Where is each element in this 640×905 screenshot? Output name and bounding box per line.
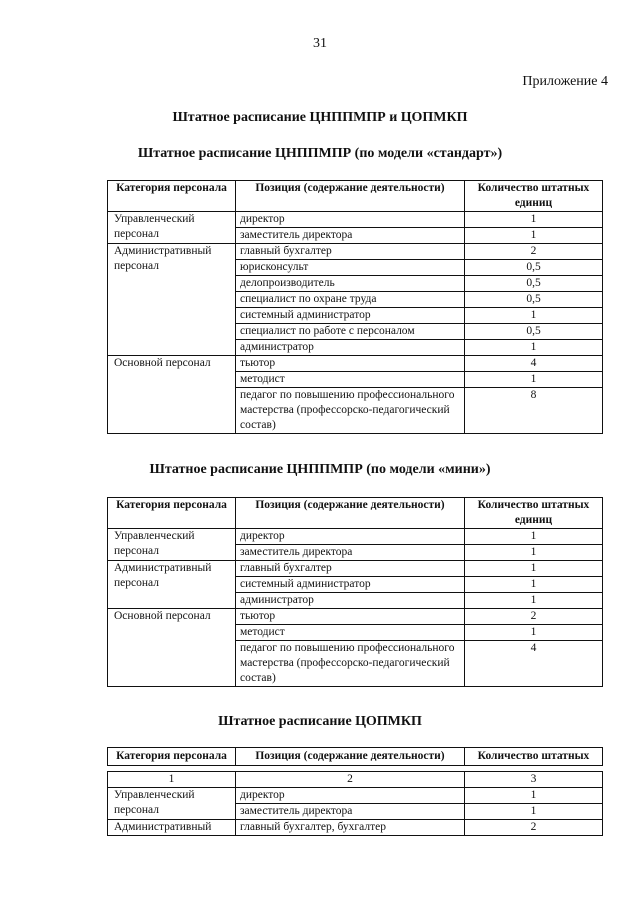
table-body (108, 529, 603, 687)
position-cell: системный администратор (236, 308, 465, 324)
category-cell: Управленческий персонал (108, 212, 236, 244)
header-category: Категория персонала (108, 498, 236, 529)
header-position: Позиция (содержание деятельности) (236, 181, 465, 212)
position-cell: заместитель директора (236, 545, 465, 561)
category-cell: Административный персонал (108, 561, 236, 609)
position-cell: заместитель директора (236, 804, 465, 820)
position-cell: тьютор (236, 609, 465, 625)
section2-title: Штатное расписание ЦНППМПР (по модели «мини») (149, 462, 491, 477)
count-cell: 0,5 (465, 276, 603, 292)
header-category: Категория персонала (108, 181, 236, 212)
table-row (108, 609, 603, 625)
table-row (108, 244, 603, 260)
count-cell: 1 (465, 545, 603, 561)
count-cell: 1 (465, 561, 603, 577)
count-cell: 8 (465, 388, 603, 434)
count-cell: 2 (465, 820, 603, 836)
column-index: 3 (465, 772, 603, 788)
position-cell: системный администратор (236, 577, 465, 593)
header-position: Позиция (содержание деятельности) (236, 498, 465, 529)
table-row (108, 820, 603, 836)
count-cell: 1 (465, 212, 603, 228)
staff-table-copmkp (107, 747, 603, 836)
position-cell: главный бухгалтер (236, 244, 465, 260)
header-count: Количество штатных единиц (465, 181, 603, 212)
category-cell: Основной персонал (108, 609, 236, 687)
position-cell: методист (236, 625, 465, 641)
count-cell: 4 (465, 356, 603, 372)
staff-table-standard (107, 180, 603, 434)
count-cell: 1 (465, 340, 603, 356)
category-cell: Административный (108, 820, 236, 836)
section3-title: Штатное расписание ЦОПМКП (218, 714, 422, 729)
table-row (108, 529, 603, 545)
category-cell: Управленческий персонал (108, 529, 236, 561)
position-cell: администратор (236, 340, 465, 356)
category-cell: Административный персонал (108, 244, 236, 356)
position-cell: юрисконсульт (236, 260, 465, 276)
position-cell: специалист по охране труда (236, 292, 465, 308)
count-cell: 1 (465, 372, 603, 388)
position-cell: педагог по повышению профессионального мастерства (профессорско-педагогический состав) (236, 388, 465, 434)
table-row (108, 356, 603, 372)
position-cell: главный бухгалтер (236, 561, 465, 577)
position-cell: администратор (236, 593, 465, 609)
count-cell: 0,5 (465, 324, 603, 340)
count-cell: 0,5 (465, 260, 603, 276)
count-cell: 4 (465, 641, 603, 687)
table-row (108, 561, 603, 577)
position-cell: педагог по повышению профессионального мастерства (профессорско-педагогический состав) (236, 641, 465, 687)
position-cell: специалист по работе с персоналом (236, 324, 465, 340)
category-cell: Основной персонал (108, 356, 236, 434)
position-cell: директор (236, 529, 465, 545)
table-header-row (108, 748, 603, 766)
table-body (108, 212, 603, 434)
count-cell: 0,5 (465, 292, 603, 308)
count-cell: 1 (465, 788, 603, 804)
count-cell: 2 (465, 609, 603, 625)
position-cell: директор (236, 212, 465, 228)
count-cell: 2 (465, 244, 603, 260)
count-cell: 1 (465, 228, 603, 244)
table-header-row (108, 498, 603, 529)
column-index: 1 (108, 772, 236, 788)
position-cell: директор (236, 788, 465, 804)
header-position: Позиция (содержание деятельности) (236, 748, 465, 766)
header-count: Количество штатных единиц (465, 498, 603, 529)
header-category: Категория персонала (108, 748, 236, 766)
count-cell: 1 (465, 529, 603, 545)
page-number: 31 (313, 36, 327, 51)
position-cell: главный бухгалтер, бухгалтер (236, 820, 465, 836)
position-cell: делопроизводитель (236, 276, 465, 292)
count-cell: 1 (465, 308, 603, 324)
position-cell: тьютор (236, 356, 465, 372)
column-index-row (108, 772, 603, 788)
position-cell: методист (236, 372, 465, 388)
table-body (108, 788, 603, 836)
table-header-row (108, 181, 603, 212)
column-index: 2 (236, 772, 465, 788)
appendix-label: Приложение 4 (522, 74, 608, 89)
staff-table-mini (107, 497, 603, 687)
count-cell: 1 (465, 577, 603, 593)
section1-title: Штатное расписание ЦНППМПР (по модели «стандарт») (137, 146, 503, 161)
category-cell: Управленческий персонал (108, 788, 236, 820)
main-title: Штатное расписание ЦНППМПР и ЦОПМКП (172, 110, 468, 125)
position-cell: заместитель директора (236, 228, 465, 244)
count-cell: 1 (465, 625, 603, 641)
table-row (108, 788, 603, 804)
count-cell: 1 (465, 804, 603, 820)
header-count: Количество штатных (465, 748, 603, 766)
table-row (108, 212, 603, 228)
count-cell: 1 (465, 593, 603, 609)
